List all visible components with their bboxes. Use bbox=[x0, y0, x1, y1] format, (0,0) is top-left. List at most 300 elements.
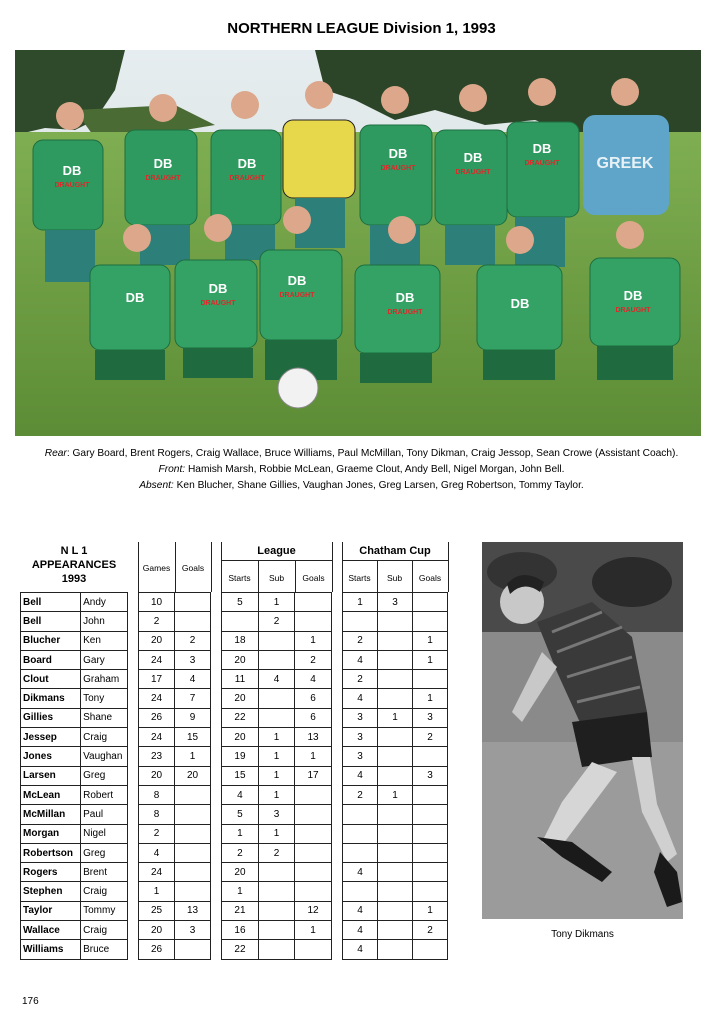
cup-goals-cell: 2 bbox=[413, 921, 448, 940]
cup-sub-cell: 3 bbox=[378, 593, 413, 612]
league-starts-cell: 19 bbox=[222, 747, 259, 766]
league-goals-cell: 6 bbox=[295, 708, 332, 727]
first-name-cell: Greg bbox=[81, 843, 128, 862]
league-starts-cell: 11 bbox=[222, 670, 259, 689]
table-row bbox=[343, 689, 448, 708]
svg-text:DB: DB bbox=[125, 290, 145, 305]
league-starts-cell: 1 bbox=[222, 882, 259, 901]
games-cell: 24 bbox=[139, 689, 175, 708]
table-row bbox=[21, 650, 128, 669]
games-cell: 26 bbox=[139, 708, 175, 727]
league-starts-cell: 22 bbox=[222, 940, 259, 959]
cup-starts-cell bbox=[343, 824, 378, 843]
cup-sub-cell bbox=[378, 650, 413, 669]
goals-cell: 13 bbox=[175, 901, 211, 920]
games-table bbox=[138, 592, 211, 960]
cup-sub-cell bbox=[378, 901, 413, 920]
cup-starts-cell: 4 bbox=[343, 940, 378, 959]
cup-goals-cell: 3 bbox=[413, 766, 448, 785]
goals-cell bbox=[175, 593, 211, 612]
col-games: Games bbox=[142, 563, 171, 573]
games-cell: 20 bbox=[139, 921, 175, 940]
cup-sub-cell bbox=[378, 921, 413, 940]
cup-starts-cell: 2 bbox=[343, 785, 378, 804]
league-goals-cell: 17 bbox=[295, 766, 332, 785]
table-row bbox=[21, 785, 128, 804]
table-row bbox=[21, 689, 128, 708]
goals-cell bbox=[175, 612, 211, 631]
league-sub-cell bbox=[258, 708, 294, 727]
photo-caption: Rear: Gary Board, Brent Rogers, Craig Wallace, Bruce Williams, Paul McMillan, Tony Dikman, Craig Jessop, Sean Crowe (Assistant Coach). Front: Hamish Marsh, Robbie McLean, Graeme Clout, Andy Bell, Nigel Morgan, John Bell. Absent: Ken Blucher, Shane Gillies, Vaughan Jones, Greg Larsen, Greg Robertson, Tommy Taylor. bbox=[44, 448, 679, 491]
cup-sub-cell bbox=[378, 766, 413, 785]
league-sub-cell: 2 bbox=[258, 843, 294, 862]
table-row bbox=[222, 901, 332, 920]
svg-text:DB: DB bbox=[388, 146, 408, 161]
league-goals-cell: 2 bbox=[295, 650, 332, 669]
table-row bbox=[222, 689, 332, 708]
player-action-photo bbox=[482, 542, 683, 919]
cup-goals-cell: 1 bbox=[413, 689, 448, 708]
surname-cell: Gillies bbox=[21, 708, 81, 727]
cup-starts-cell: 4 bbox=[343, 863, 378, 882]
league-col-starts: Starts bbox=[228, 573, 251, 583]
cup-starts-cell: 1 bbox=[343, 593, 378, 612]
first-name-cell: Andy bbox=[81, 593, 128, 612]
league-col-sub: Sub bbox=[268, 573, 285, 583]
goals-cell: 9 bbox=[175, 708, 211, 727]
league-col-goals: Goals bbox=[302, 573, 325, 583]
svg-text:DB: DB bbox=[510, 296, 530, 311]
cup-sub-cell: 1 bbox=[378, 785, 413, 804]
first-name-cell: John bbox=[81, 612, 128, 631]
goals-cell bbox=[175, 882, 211, 901]
svg-text:DB: DB bbox=[395, 290, 415, 305]
games-cell: 17 bbox=[139, 670, 175, 689]
games-cell: 4 bbox=[139, 843, 175, 862]
league-sub-cell bbox=[258, 650, 294, 669]
table-row bbox=[222, 940, 332, 959]
goals-cell bbox=[175, 785, 211, 804]
table-row bbox=[343, 631, 448, 650]
first-name-cell: Tommy bbox=[81, 901, 128, 920]
league-sub-cell bbox=[258, 863, 294, 882]
league-goals-cell bbox=[295, 612, 332, 631]
svg-text:DRAUGHT: DRAUGHT bbox=[279, 292, 315, 299]
table-row bbox=[21, 805, 128, 824]
first-name-cell: Shane bbox=[81, 708, 128, 727]
table-row bbox=[222, 650, 332, 669]
cup-sub-cell bbox=[378, 631, 413, 650]
table-row bbox=[21, 863, 128, 882]
first-name-cell: Craig bbox=[81, 921, 128, 940]
table-row bbox=[139, 901, 211, 920]
first-name-cell: Ken bbox=[81, 631, 128, 650]
table-row bbox=[343, 843, 448, 862]
table-row bbox=[222, 612, 332, 631]
cup-starts-cell bbox=[343, 843, 378, 862]
goals-cell bbox=[175, 824, 211, 843]
league-starts-cell: 16 bbox=[222, 921, 259, 940]
table-row bbox=[139, 593, 211, 612]
goals-cell bbox=[175, 843, 211, 862]
table-row bbox=[139, 785, 211, 804]
goals-cell: 1 bbox=[175, 747, 211, 766]
cup-starts-cell: 4 bbox=[343, 689, 378, 708]
table-row bbox=[139, 747, 211, 766]
table-row bbox=[343, 612, 448, 631]
cup-starts-cell bbox=[343, 805, 378, 824]
league-starts-cell: 15 bbox=[222, 766, 259, 785]
table-row bbox=[343, 824, 448, 843]
games-cell: 2 bbox=[139, 612, 175, 631]
cup-goals-cell bbox=[413, 670, 448, 689]
cup-col-goals: Goals bbox=[418, 573, 442, 583]
table-row bbox=[139, 863, 211, 882]
table-row bbox=[222, 843, 332, 862]
surname-cell: McMillan bbox=[21, 805, 81, 824]
league-goals-cell bbox=[295, 593, 332, 612]
table-row bbox=[343, 766, 448, 785]
cup-sub-cell bbox=[378, 612, 413, 631]
table-row bbox=[139, 805, 211, 824]
cup-goals-cell bbox=[413, 785, 448, 804]
games-cell: 8 bbox=[139, 785, 175, 804]
table-row bbox=[21, 824, 128, 843]
table-row bbox=[21, 631, 128, 650]
table-row bbox=[343, 901, 448, 920]
svg-text:DB: DB bbox=[153, 156, 173, 171]
cup-sub-cell bbox=[378, 747, 413, 766]
table-row bbox=[343, 940, 448, 959]
league-sub-cell bbox=[258, 901, 294, 920]
table-row bbox=[222, 747, 332, 766]
svg-text:GREEK: GREEK bbox=[596, 155, 654, 172]
league-starts-cell: 20 bbox=[222, 650, 259, 669]
first-name-cell: Tony bbox=[81, 689, 128, 708]
goals-cell: 3 bbox=[175, 921, 211, 940]
svg-text:DB: DB bbox=[623, 288, 643, 303]
league-starts-cell: 20 bbox=[222, 863, 259, 882]
table-row bbox=[343, 670, 448, 689]
cup-goals-cell: 1 bbox=[413, 631, 448, 650]
cup-sub-cell bbox=[378, 843, 413, 862]
league-goals-cell: 12 bbox=[295, 901, 332, 920]
table-row bbox=[21, 940, 128, 959]
cup-goals-cell bbox=[413, 593, 448, 612]
table-row bbox=[21, 612, 128, 631]
league-sub-cell: 1 bbox=[258, 747, 294, 766]
surname-cell: Larsen bbox=[21, 766, 81, 785]
chatham-heading: Chatham Cup bbox=[359, 545, 431, 557]
cup-sub-cell bbox=[378, 805, 413, 824]
col-goals: Goals bbox=[181, 563, 205, 573]
table-row bbox=[21, 843, 128, 862]
table-row bbox=[343, 882, 448, 901]
games-cell: 1 bbox=[139, 882, 175, 901]
svg-text:DRAUGHT: DRAUGHT bbox=[387, 309, 423, 316]
league-sub-cell: 1 bbox=[258, 766, 294, 785]
cup-goals-cell bbox=[413, 843, 448, 862]
table-row bbox=[222, 708, 332, 727]
surname-cell: McLean bbox=[21, 785, 81, 804]
league-goals-cell bbox=[295, 940, 332, 959]
league-starts-cell: 18 bbox=[222, 631, 259, 650]
games-cell: 20 bbox=[139, 766, 175, 785]
svg-text:DRAUGHT: DRAUGHT bbox=[145, 175, 181, 182]
first-name-cell: Gary bbox=[81, 650, 128, 669]
table-row bbox=[222, 824, 332, 843]
shirt-logo: DB bbox=[62, 163, 82, 178]
surname-cell: Stephen bbox=[21, 882, 81, 901]
cup-col-starts: Starts bbox=[348, 573, 371, 583]
table-row bbox=[139, 921, 211, 940]
table-row bbox=[21, 747, 128, 766]
league-goals-cell: 1 bbox=[295, 747, 332, 766]
surname-cell: Jessep bbox=[21, 728, 81, 747]
league-sub-cell: 1 bbox=[258, 728, 294, 747]
table-row bbox=[139, 708, 211, 727]
league-sub-cell bbox=[258, 940, 294, 959]
table-row bbox=[21, 882, 128, 901]
table-row bbox=[139, 612, 211, 631]
table-row bbox=[343, 805, 448, 824]
table-row bbox=[21, 708, 128, 727]
cup-starts-cell: 4 bbox=[343, 766, 378, 785]
surname-cell: Bell bbox=[21, 593, 81, 612]
svg-text:DB: DB bbox=[532, 141, 552, 156]
table-row bbox=[139, 824, 211, 843]
table-row bbox=[222, 766, 332, 785]
cup-goals-cell bbox=[413, 612, 448, 631]
first-name-cell: Greg bbox=[81, 766, 128, 785]
cup-starts-cell: 3 bbox=[343, 728, 378, 747]
cup-sub-cell bbox=[378, 863, 413, 882]
table-row bbox=[139, 670, 211, 689]
league-sub-cell: 1 bbox=[258, 785, 294, 804]
games-cell: 2 bbox=[139, 824, 175, 843]
cup-starts-cell: 3 bbox=[343, 747, 378, 766]
goals-cell: 20 bbox=[175, 766, 211, 785]
cup-sub-cell bbox=[378, 824, 413, 843]
table-row bbox=[139, 728, 211, 747]
svg-text:DRAUGHT: DRAUGHT bbox=[455, 169, 491, 176]
table-row bbox=[21, 921, 128, 940]
cup-sub-cell bbox=[378, 670, 413, 689]
table-row bbox=[343, 863, 448, 882]
goals-cell: 7 bbox=[175, 689, 211, 708]
cup-col-sub: Sub bbox=[386, 573, 403, 583]
cup-sub-cell bbox=[378, 728, 413, 747]
league-sub-cell bbox=[258, 631, 294, 650]
cup-starts-cell: 2 bbox=[343, 631, 378, 650]
first-name-cell: Craig bbox=[81, 728, 128, 747]
table-row bbox=[222, 882, 332, 901]
table-row bbox=[21, 670, 128, 689]
first-name-cell: Paul bbox=[81, 805, 128, 824]
first-name-cell: Craig bbox=[81, 882, 128, 901]
table-row bbox=[139, 940, 211, 959]
league-goals-cell: 1 bbox=[295, 631, 332, 650]
games-cell: 8 bbox=[139, 805, 175, 824]
goals-cell: 3 bbox=[175, 650, 211, 669]
svg-text:DRAUGHT: DRAUGHT bbox=[524, 160, 560, 167]
league-sub-cell bbox=[258, 921, 294, 940]
league-starts-cell: 5 bbox=[222, 805, 259, 824]
table-row bbox=[343, 708, 448, 727]
svg-text:DRAUGHT: DRAUGHT bbox=[200, 300, 236, 307]
cup-goals-cell: 1 bbox=[413, 901, 448, 920]
table-row bbox=[343, 593, 448, 612]
table-row bbox=[343, 747, 448, 766]
appearances-heading: N L 1 APPEARANCES 1993 bbox=[31, 545, 117, 585]
svg-text:DRAUGHT: DRAUGHT bbox=[380, 165, 416, 172]
svg-text:DRAUGHT: DRAUGHT bbox=[229, 175, 265, 182]
league-starts-cell: 22 bbox=[222, 708, 259, 727]
league-goals-cell bbox=[295, 824, 332, 843]
games-cell: 24 bbox=[139, 650, 175, 669]
goals-cell: 15 bbox=[175, 728, 211, 747]
surname-cell: Taylor bbox=[21, 901, 81, 920]
table-row bbox=[222, 805, 332, 824]
league-starts-cell: 4 bbox=[222, 785, 259, 804]
first-name-cell: Bruce bbox=[81, 940, 128, 959]
cup-goals-cell: 1 bbox=[413, 650, 448, 669]
cup-starts-cell: 4 bbox=[343, 921, 378, 940]
league-goals-cell: 1 bbox=[295, 921, 332, 940]
table-row bbox=[21, 766, 128, 785]
games-cell: 24 bbox=[139, 863, 175, 882]
table-row bbox=[222, 785, 332, 804]
table-row bbox=[343, 785, 448, 804]
games-cell: 20 bbox=[139, 631, 175, 650]
first-name-cell: Graham bbox=[81, 670, 128, 689]
games-cell: 23 bbox=[139, 747, 175, 766]
league-goals-cell bbox=[295, 843, 332, 862]
cup-starts-cell bbox=[343, 882, 378, 901]
table-row bbox=[343, 921, 448, 940]
goals-cell bbox=[175, 805, 211, 824]
team-photo bbox=[15, 50, 701, 436]
games-cell: 10 bbox=[139, 593, 175, 612]
table-row bbox=[139, 843, 211, 862]
cup-sub-cell bbox=[378, 882, 413, 901]
league-sub-cell: 3 bbox=[258, 805, 294, 824]
league-starts-cell: 2 bbox=[222, 843, 259, 862]
table-row bbox=[139, 882, 211, 901]
svg-text:DB: DB bbox=[208, 281, 228, 296]
league-starts-cell: 5 bbox=[222, 593, 259, 612]
table-row bbox=[222, 670, 332, 689]
table-row bbox=[139, 631, 211, 650]
svg-text:DB: DB bbox=[237, 156, 257, 171]
table-row bbox=[222, 863, 332, 882]
chatham-table bbox=[342, 592, 448, 960]
league-goals-cell bbox=[295, 882, 332, 901]
table-row bbox=[222, 631, 332, 650]
page-title: NORTHERN LEAGUE Division 1, 1993 bbox=[227, 20, 496, 37]
table-row bbox=[21, 728, 128, 747]
cup-goals-cell bbox=[413, 824, 448, 843]
surname-cell: Clout bbox=[21, 670, 81, 689]
table-row bbox=[222, 921, 332, 940]
cup-goals-cell bbox=[413, 747, 448, 766]
svg-text:DB: DB bbox=[287, 273, 307, 288]
games-cell: 26 bbox=[139, 940, 175, 959]
table-row bbox=[343, 728, 448, 747]
league-sub-cell bbox=[258, 689, 294, 708]
table-row bbox=[222, 593, 332, 612]
league-goals-cell bbox=[295, 805, 332, 824]
cup-goals-cell: 3 bbox=[413, 708, 448, 727]
league-goals-cell: 13 bbox=[295, 728, 332, 747]
cup-starts-cell: 3 bbox=[343, 708, 378, 727]
league-starts-cell: 21 bbox=[222, 901, 259, 920]
cup-goals-cell bbox=[413, 805, 448, 824]
page-number: 176 bbox=[22, 996, 39, 1007]
cup-goals-cell bbox=[413, 882, 448, 901]
league-starts-cell bbox=[222, 612, 259, 631]
first-name-cell: Robert bbox=[81, 785, 128, 804]
svg-text:DRAUGHT: DRAUGHT bbox=[615, 307, 651, 314]
goals-cell bbox=[175, 863, 211, 882]
games-cell: 24 bbox=[139, 728, 175, 747]
first-name-cell: Nigel bbox=[81, 824, 128, 843]
league-table bbox=[221, 592, 332, 960]
surname-cell: Bell bbox=[21, 612, 81, 631]
table-row bbox=[139, 650, 211, 669]
names-table bbox=[20, 592, 128, 960]
cup-sub-cell bbox=[378, 689, 413, 708]
cup-goals-cell: 2 bbox=[413, 728, 448, 747]
cup-goals-cell bbox=[413, 863, 448, 882]
table-row bbox=[21, 593, 128, 612]
surname-cell: Blucher bbox=[21, 631, 81, 650]
league-sub-cell: 2 bbox=[258, 612, 294, 631]
goals-cell: 4 bbox=[175, 670, 211, 689]
cup-starts-cell: 4 bbox=[343, 901, 378, 920]
table-row bbox=[222, 728, 332, 747]
photo-caption-player: Tony Dikmans bbox=[551, 929, 614, 940]
surname-cell: Robertson bbox=[21, 843, 81, 862]
league-goals-cell bbox=[295, 863, 332, 882]
league-sub-cell: 1 bbox=[258, 824, 294, 843]
table-row bbox=[343, 650, 448, 669]
svg-text:DB: DB bbox=[463, 150, 483, 165]
cup-starts-cell: 4 bbox=[343, 650, 378, 669]
surname-cell: Jones bbox=[21, 747, 81, 766]
surname-cell: Williams bbox=[21, 940, 81, 959]
league-sub-cell bbox=[258, 882, 294, 901]
surname-cell: Wallace bbox=[21, 921, 81, 940]
surname-cell: Morgan bbox=[21, 824, 81, 843]
games-cell: 25 bbox=[139, 901, 175, 920]
cup-starts-cell: 2 bbox=[343, 670, 378, 689]
league-goals-cell: 4 bbox=[295, 670, 332, 689]
league-goals-cell bbox=[295, 785, 332, 804]
surname-cell: Rogers bbox=[21, 863, 81, 882]
cup-sub-cell bbox=[378, 940, 413, 959]
league-sub-cell: 1 bbox=[258, 593, 294, 612]
table-row bbox=[139, 689, 211, 708]
surname-cell: Board bbox=[21, 650, 81, 669]
league-starts-cell: 20 bbox=[222, 728, 259, 747]
svg-text:DRAUGHT: DRAUGHT bbox=[54, 182, 90, 189]
cup-sub-cell: 1 bbox=[378, 708, 413, 727]
league-goals-cell: 6 bbox=[295, 689, 332, 708]
cup-starts-cell bbox=[343, 612, 378, 631]
table-row bbox=[21, 901, 128, 920]
league-sub-cell: 4 bbox=[258, 670, 294, 689]
